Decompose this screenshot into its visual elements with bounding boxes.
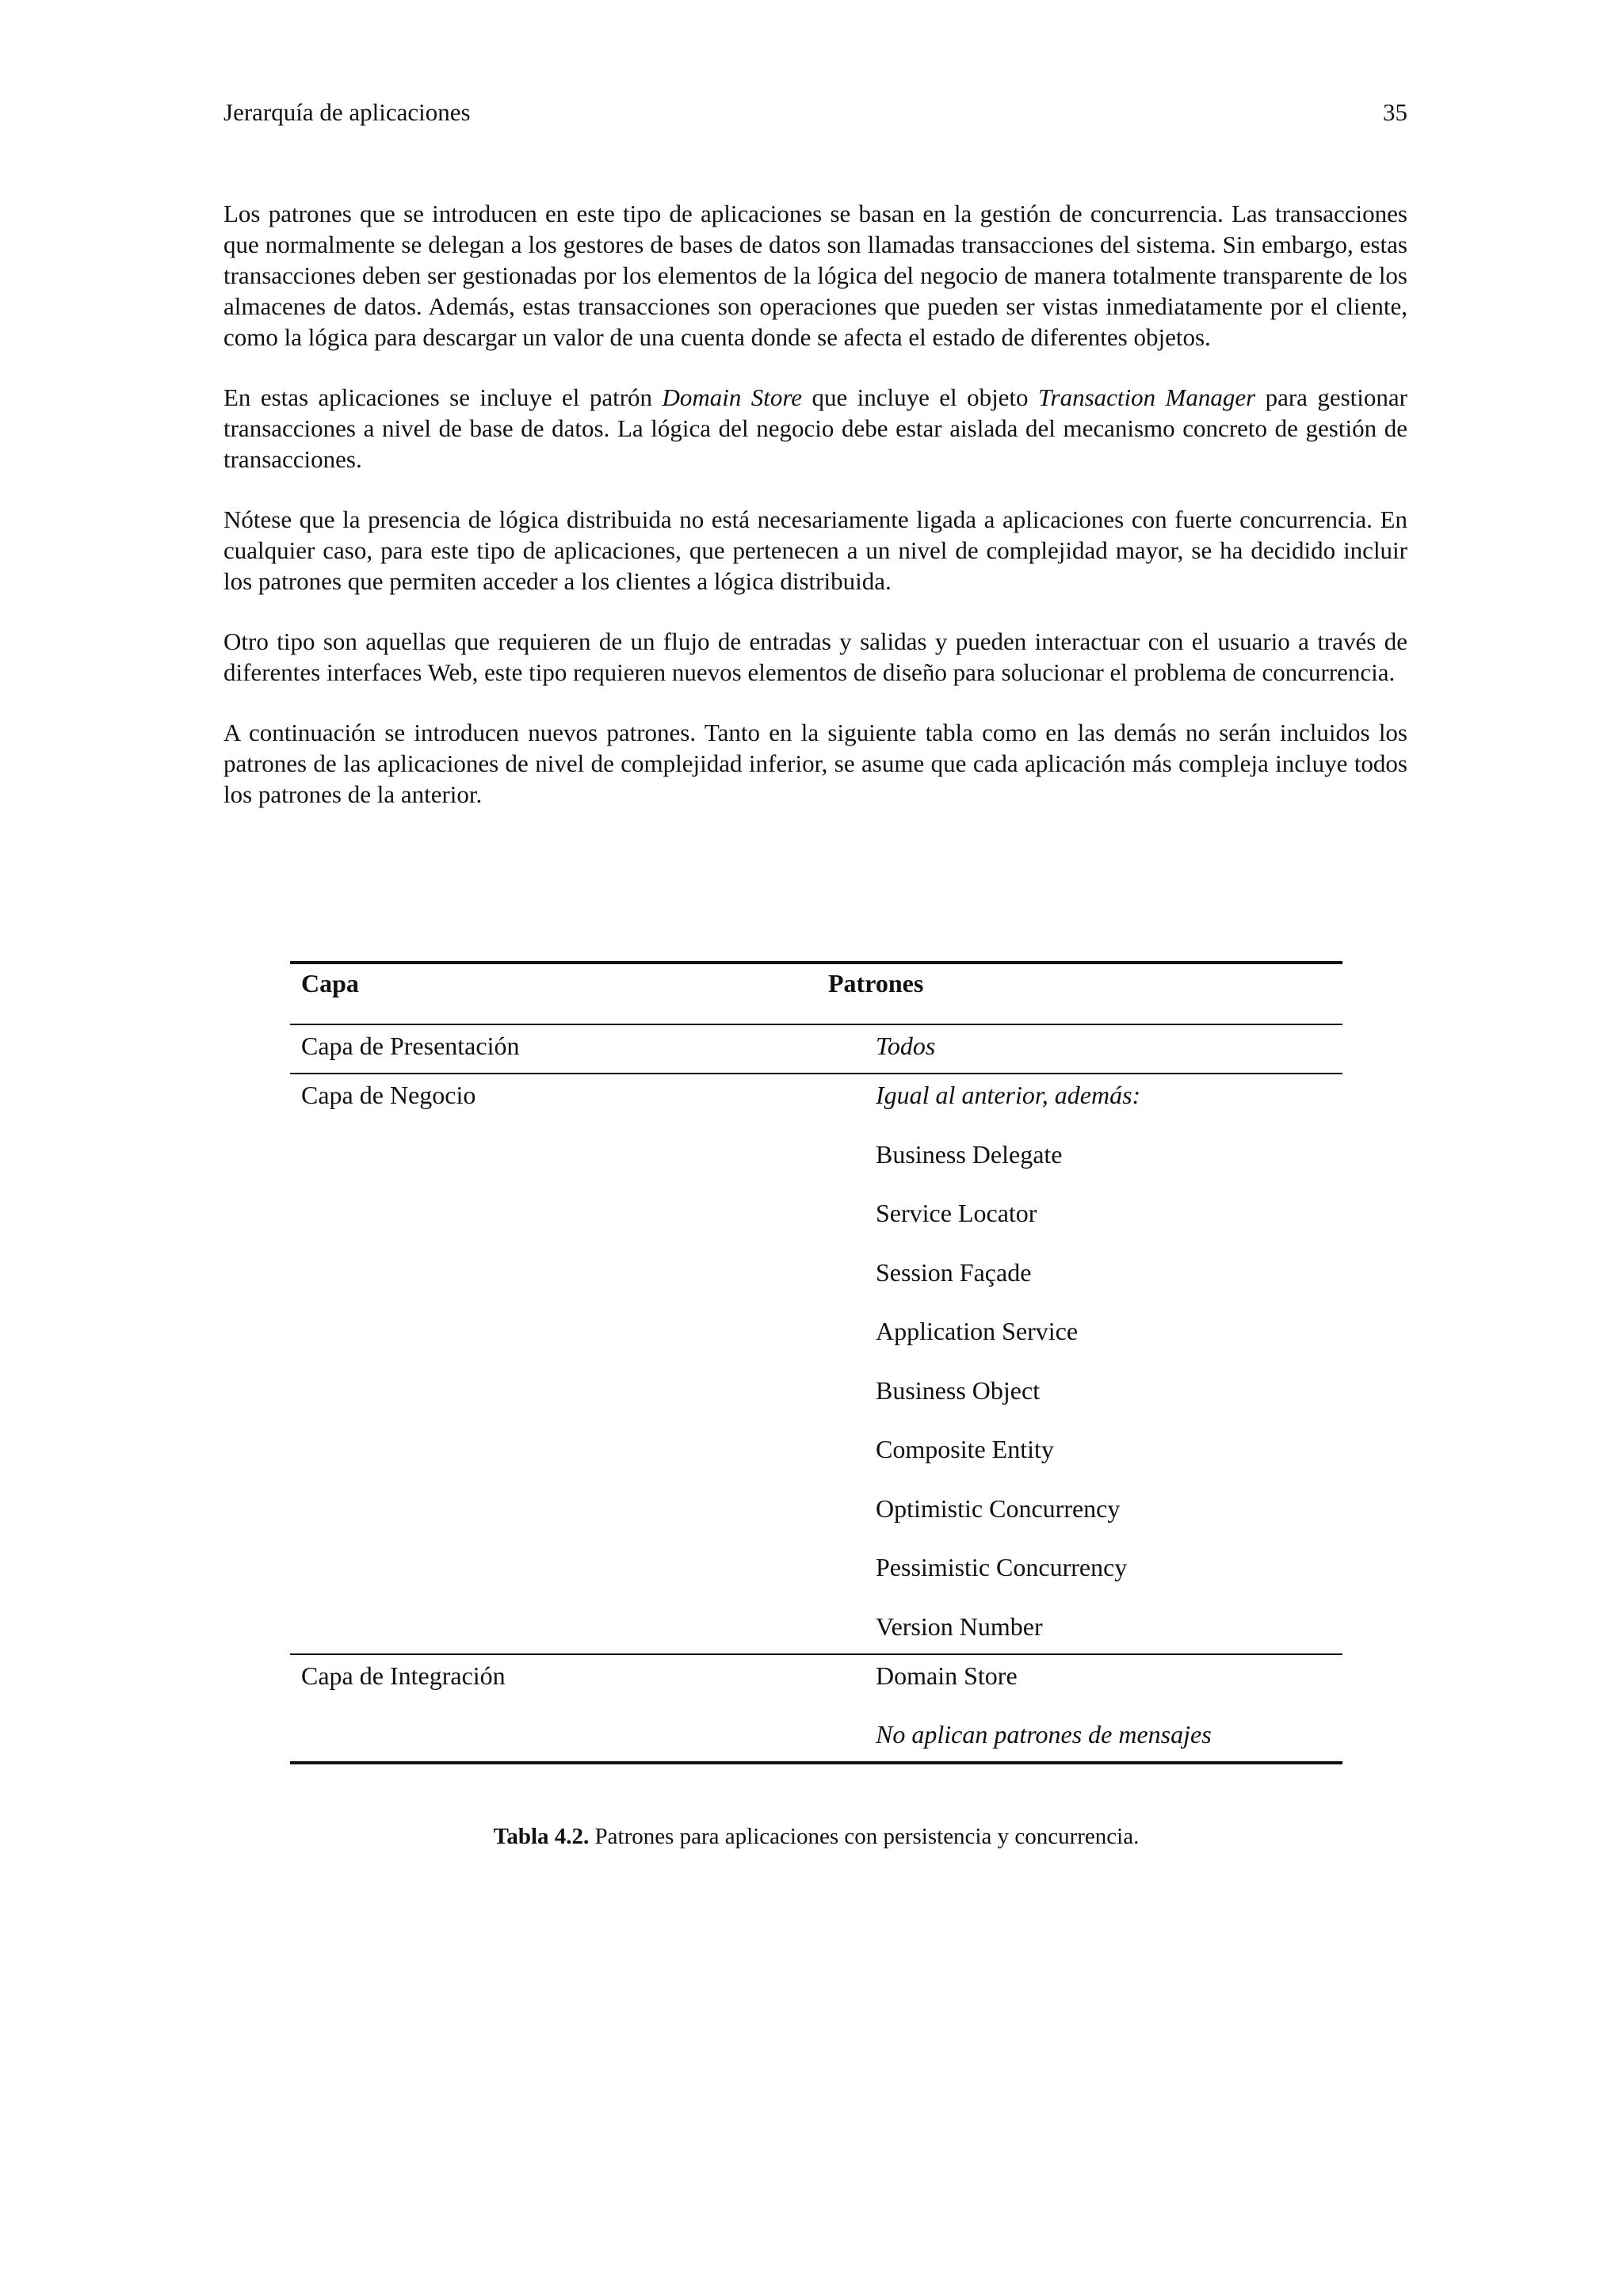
p2-text-a: En estas aplicaciones se incluye el patrón [223, 383, 663, 411]
header-capa: Capa [301, 969, 359, 997]
p2-text-e: para gestionar transacciones a nivel de base de datos. La lógica del negocio debe estar aislada del mecanismo concreto de gestión de transacciones. [223, 383, 1407, 473]
pattern-item: Composite Entity [876, 1435, 1054, 1463]
paragraph-3: Nótese que la presencia de lógica distribuida no está necesariamente ligada a aplicaciones con fuerte concurrencia. En cualquier caso, para este tipo de aplicaciones, que pertenecen a un nivel de complejidad mayor, se ha decidido incluir los patrones que permiten acceder a los clientes a lógica distribuida. [223, 505, 1407, 595]
pattern-item: Pessimistic Concurrency [876, 1553, 1128, 1581]
table-row-negocio [290, 1074, 1342, 1654]
patterns-table-wrapper [290, 961, 1342, 1764]
page-number: 35 [1383, 98, 1407, 126]
pattern-item: Application Service [876, 1317, 1079, 1345]
transaction-manager-term: Transaction Manager [1037, 383, 1256, 411]
patterns-table [290, 961, 1342, 1764]
header-patrones: Patrones [828, 969, 924, 997]
pattern-item: Business Object [876, 1375, 1041, 1405]
caption-text: Patrones para aplicaciones con persistencia y concurrencia. [589, 1824, 1140, 1849]
pattern-list [828, 1074, 1342, 1654]
domain-store-term: Domain Store [662, 383, 803, 411]
pattern-item: No aplican patrones de mensajes [876, 1720, 1212, 1749]
table-row-integracion [290, 1654, 1342, 1764]
pattern-item: Session Façade [876, 1257, 1032, 1287]
pattern-item: Domain Store [876, 1661, 1018, 1690]
pattern-item: Todos [876, 1032, 936, 1060]
paragraph-1: Los patrones que se introducen en este tipo de aplicaciones se basan en la gestión de concurrencia. Las transacciones que normalmente se delegan a los gestores de bases de datos son llamadas transacciones del sistema. Sin embargo, estas transacciones deben ser gestionadas por los elementos de la lógica del negocio de manera totalmente transparente de los almacenes de datos. Además, estas transacciones son operaciones que pueden ser vistas inmediatamente por el cliente, como la lógica para descargar un valor de una cuenta donde se afecta el estado de diferentes objetos. [223, 200, 1407, 351]
p2-text-c: que incluye el objeto [802, 383, 1038, 411]
body-text [223, 198, 1407, 839]
pattern-item: Business Delegate [876, 1139, 1063, 1169]
table-header-row [290, 963, 1342, 1024]
layer-name: Capa de Integración [301, 1661, 506, 1690]
caption-label: Tabla 4.2. [493, 1824, 590, 1849]
layer-name: Capa de Negocio [301, 1081, 476, 1109]
table-row-presentacion [290, 1024, 1342, 1074]
pattern-item: Service Locator [876, 1199, 1037, 1227]
pattern-item: Optimistic Concurrency [876, 1493, 1121, 1523]
pattern-item: Version Number [876, 1611, 1043, 1641]
running-title: Jerarquía de aplicaciones [223, 98, 471, 126]
paragraph-4: Otro tipo son aquellas que requieren de un flujo de entradas y salidas y pueden interactuar con el usuario a través de diferentes interfaces Web, este tipo requieren nuevos elementos de diseño para solucionar el problema de concurrencia. [223, 627, 1407, 686]
pattern-list [828, 1024, 1342, 1074]
paragraph-2 [223, 382, 1407, 475]
paragraph-5: A continuación se introducen nuevos patrones. Tanto en la siguiente tabla como en las demás no serán incluidos los patrones de las aplicaciones de nivel de complejidad inferior, se asume que cada aplicación más compleja incluye todos los patrones de la anterior. [223, 719, 1407, 808]
page-header [223, 97, 1407, 128]
table-caption [290, 1822, 1342, 1851]
layer-name: Capa de Presentación [301, 1032, 520, 1060]
pattern-item: Igual al anterior, además: [876, 1081, 1141, 1109]
pattern-list [828, 1654, 1342, 1764]
